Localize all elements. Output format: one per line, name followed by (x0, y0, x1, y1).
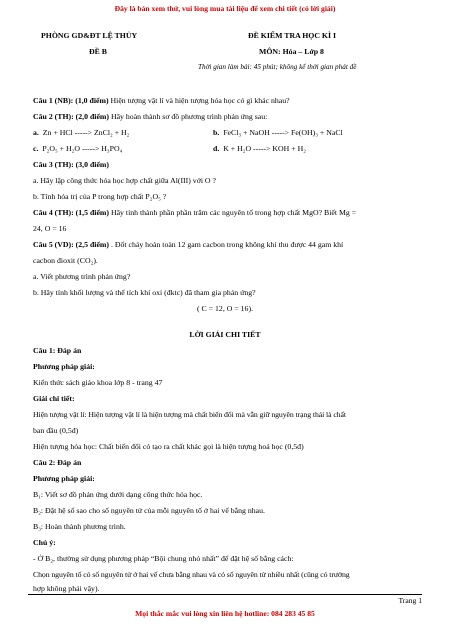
answer-1-detail-3: Hiện tượng hóa học: Chất biến đổi có tạo ra chất khác gọi là hiện tượng hoá học (0,5đ) (33, 442, 304, 451)
exam-title: ĐỀ KIỂM TRA HỌC KÌ I (248, 31, 337, 40)
question-5b: b. Hãy tính khối lượng và thể tích khí oxi (đktc) đã tham gia phản ứng? (33, 288, 256, 297)
time-limit: Thời gian làm bài: 45 phút; không kể thời gian phát đề (198, 63, 357, 71)
question-3-label: Câu 3 (TH): (3,0 điểm) (33, 160, 110, 169)
question-4-label: Câu 4 (TH): (1,5 điểm) (33, 208, 110, 217)
question-3a: a. Hãy lập công thức hóa học hợp chất giữa Al(III) với O ? (33, 176, 216, 185)
equation-d-label: d. (213, 144, 220, 153)
answer-2-method-label: Phương pháp giải: (33, 474, 95, 483)
equation-d (213, 144, 306, 153)
question-3b: b. Tính hóa trị của P trong hợp chất P₂O₅ ? (33, 192, 167, 201)
equation-b (213, 128, 343, 137)
answer-1-method: Kiến thức sách giáo khoa lớp 8 - trang 47 (33, 378, 163, 387)
page-number: Trang 1 (398, 596, 422, 605)
question-1-text: Hiện tượng vật lí và hiện tượng hóa học có gì khác nhau? (108, 96, 290, 105)
answer-2-step-2: B₂: Đặt hệ số sao cho số nguyên tử của mỗi nguyên tố ở hai vế bằng nhau. (33, 506, 265, 515)
answer-1-detail-1: Hiện tượng vật lí: Hiện tượng vật lí là hiện tượng mà chất biến đổi mà vẫn giữ nguyên trạng thái là chất (33, 410, 346, 419)
question-1 (33, 96, 423, 105)
solution-title: LỜI GIẢI CHI TIẾT (189, 330, 261, 339)
equation-b-label: b. (213, 128, 220, 137)
question-5 (33, 240, 423, 249)
equation-d-text: K + H₂O -----> KOH + H₂ (223, 144, 306, 153)
question-4-text: Hãy tính thành phần phần trăm các nguyên tố trong hợp chất MgO? Biết Mg = (109, 208, 357, 217)
answer-2-note-1: - Ở B₂, thường sử dụng phương pháp “Bội chung nhỏ nhất” để đặt hệ số bằng cách: (33, 554, 294, 563)
question-2-text: Hãy hoàn thành sơ đồ phương trình phản ứng sau: (109, 112, 268, 121)
question-5-label: Câu 5 (VD): (2,5 điểm) (33, 240, 110, 249)
question-2 (33, 112, 423, 121)
equation-c-label: c. (33, 144, 39, 153)
answer-1-title: Câu 1: Đáp án (33, 346, 82, 355)
answer-2-note-label: Chú ý: (33, 538, 56, 547)
answer-2-note-3: hợp không phải vậy). (33, 584, 100, 593)
equation-a (33, 128, 129, 137)
question-5-cont: cacbon đioxit (CO₂). (33, 256, 98, 265)
equation-c-text: P₂O₅ + H₂O -----> H₃PO₄ (42, 144, 123, 153)
hotline-banner: Mọi thắc mắc vui lòng xin liên hệ hotline: 084 283 45 85 (135, 609, 315, 618)
question-5-text: . Đốt cháy hoàn toàn 12 gam cacbon trong không khí thu được 44 gam khí (109, 240, 344, 249)
answer-2-step-1: B₁: Viết sơ đồ phản ứng dưới dạng công thức hóa học. (33, 490, 203, 499)
equation-a-text: Zn + HCl -----> ZnCl₂ + H₂ (42, 128, 130, 137)
answer-1-detail-2: ban đầu (0,5đ) (33, 426, 79, 435)
answer-2-step-3: B₃: Hoàn thành phương trình. (33, 522, 126, 531)
equation-c (33, 144, 122, 153)
department-name: PHÒNG GD&ĐT LỆ THỦY (41, 31, 138, 40)
equation-b-text: FeCl₃ + NaOH -----> Fe(OH)₃ + NaCl (223, 128, 343, 137)
question-4 (33, 208, 423, 217)
subject-line: MÔN: Hóa – Lớp 8 (259, 47, 324, 56)
answer-1-detail-label: Giải chi tiết: (33, 394, 75, 403)
question-1-label: Câu 1 (NB): (1,0 điểm) (33, 96, 109, 105)
question-2-label: Câu 2 (TH): (2,0 điểm) (33, 112, 110, 121)
answer-2-title: Câu 2: Đáp án (33, 458, 82, 467)
answer-1-method-label: Phương pháp giải: (33, 362, 95, 371)
question-4-cont: 24, O = 16 (33, 224, 67, 233)
atomic-masses: ( C = 12, O = 16). (196, 304, 253, 313)
top-banner: Đây là bản xem thử, vui lòng mua tài liệu để xem chi tiết (có lời giải) (114, 4, 336, 13)
equation-a-label: a. (33, 128, 39, 137)
exam-code: ĐỀ B (89, 47, 107, 56)
answer-2-note-2: Chọn nguyên tố có số nguyên tử ở hai vế chưa bằng nhau và có số nguyên tử nhiều nhất (cũng có trường (33, 570, 350, 579)
question-5a: a. Viết phương trình phản ứng? (33, 272, 131, 281)
footer-divider (28, 594, 422, 595)
